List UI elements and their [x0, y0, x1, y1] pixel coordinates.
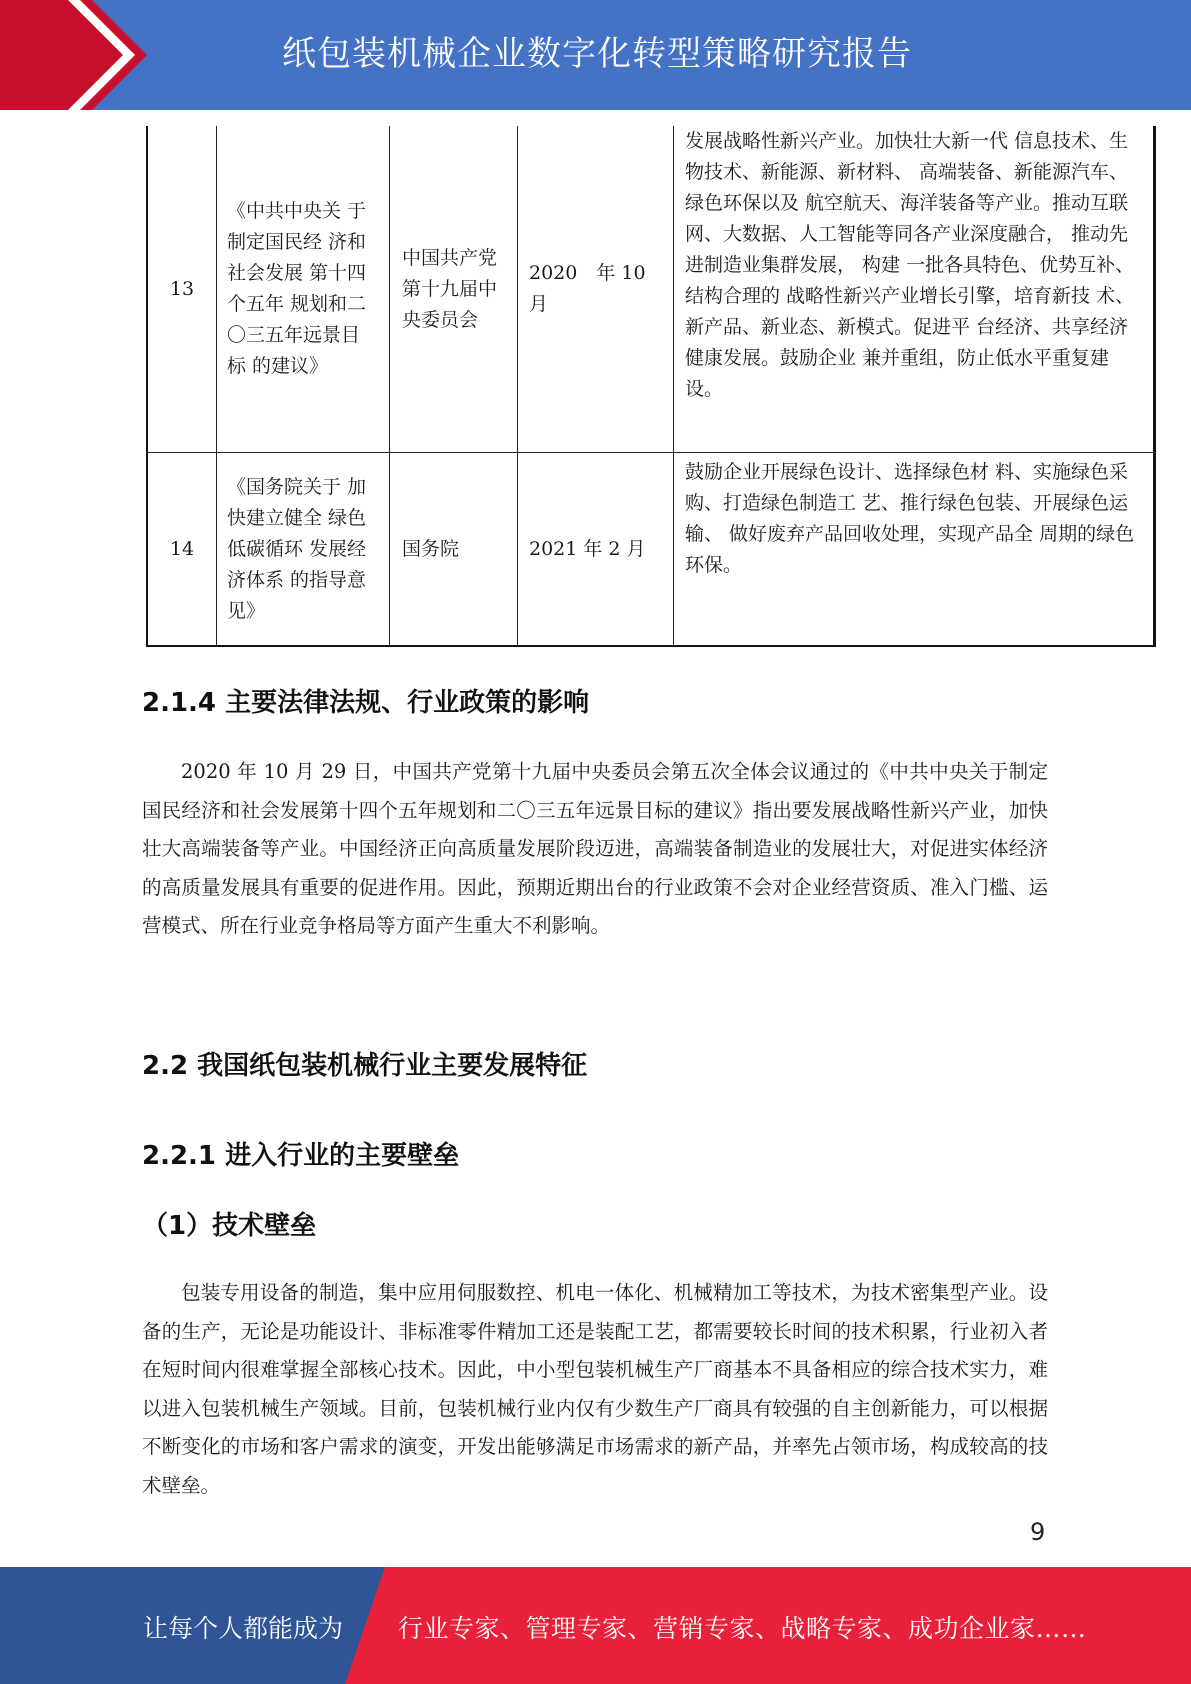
table-row — [147, 126, 1155, 453]
policy-issuer: 国务院 — [390, 453, 518, 647]
policy-table — [146, 126, 1156, 647]
row-number: 14 — [147, 453, 217, 647]
policy-content: 鼓励企业开展绿色设计、选择绿色材 料、实施绿色采购、打造绿色制造工 艺、推行绿色包装、开展绿色运输、 做好废弃产品回收处理，实现产品全 周期的绿色环保。 — [674, 453, 1155, 647]
policy-date: 2020 年 10 月 — [518, 126, 674, 453]
section-heading-2-1-4: 2.1.4 主要法律法规、行业政策的影响 — [142, 688, 590, 718]
section-heading-2-2-1: 2.2.1 进入行业的主要壁垒 — [142, 1141, 460, 1171]
footer-slogan-left: 让每个人都能成为 — [143, 1614, 344, 1643]
section-paragraph-2-1-4: 2020 年 10 月 29 日，中国共产党第十九届中央委员会第五次全体会议通过的《中共中央关于制定国民经济和社会发展第十四个五年规划和二〇三五年远景目标的建议》指出要发展战略性新兴产业，加快壮大高端装备等产业。中国经济正向高质量发展阶段迈进，高端装备制造业的发展壮大，对促进实体经济的高质量发展具有重要的促进作用。因此，预期近期出台的行业政策不会对企业经营资质、准入门槛、运营模式、所在行业竞争格局等方面产生重大不利影响。 — [142, 760, 1048, 937]
header-title: 纸包装机械企业数字化转型策略研究报告 — [282, 34, 912, 74]
policy-issuer: 中国共产党第十九届中央委员会 — [390, 126, 518, 453]
page-footer — [0, 1567, 1191, 1684]
sub-heading-technical-barrier: （1）技术壁垒 — [142, 1211, 317, 1241]
page-number: 9 — [1030, 1518, 1046, 1546]
policy-title: 《国务院关于 加快建立健全 绿色低碳循环 发展经济体系 的指导意见》 — [217, 453, 390, 647]
table-row — [147, 453, 1155, 647]
policy-title: 《中共中央关 于制定国民经 济和社会发展 第十四个五年 规划和二〇三五年远景目标 的建议》 — [217, 126, 390, 453]
policy-date: 2021 年 2 月 — [518, 453, 674, 647]
footer-slogan-right: 行业专家、管理专家、营销专家、战略专家、成功企业家…… — [398, 1614, 1087, 1643]
page-header — [0, 0, 1191, 110]
section-heading-2-2: 2.2 我国纸包装机械行业主要发展特征 — [142, 1051, 588, 1081]
header-red-chevron — [0, 0, 150, 110]
policy-content: 发展战略性新兴产业。加快壮大新一代 信息技术、生物技术、新能源、新材料、 高端装备、新能源汽车、绿色环保以及 航空航天、海洋装备等产业。推动互联 网、大数据、人工智能等同各产业深度融合， 推动先进制造业集群发展， 构建 一批各具特色、优势互补、结构合理的 战略性新兴产业增长引擎，培育新技 术、新产品、新业态、新模式。促进平 台经济、共享经济健康发展。鼓励企业 兼并重组，防止低水平重复建设。 — [674, 126, 1155, 453]
row-number: 13 — [147, 126, 217, 453]
section-paragraph-2-2-1: 包装专用设备的制造，集中应用伺服数控、机电一体化、机械精加工等技术，为技术密集型产业。设备的生产，无论是功能设计、非标准零件精加工还是装配工艺，都需要较长时间的技术积累，行业初入者在短时间内很难掌握全部核心技术。因此，中小型包装机械生产厂商基本不具备相应的综合技术实力，难以进入包装机械生产领域。目前，包装机械行业内仅有少数生产厂商具有较强的自主创新能力，可以根据不断变化的市场和客户需求的演变，开发出能够满足市场需求的新产品，并率先占领市场，构成较高的技术壁垒。 — [142, 1281, 1048, 1497]
